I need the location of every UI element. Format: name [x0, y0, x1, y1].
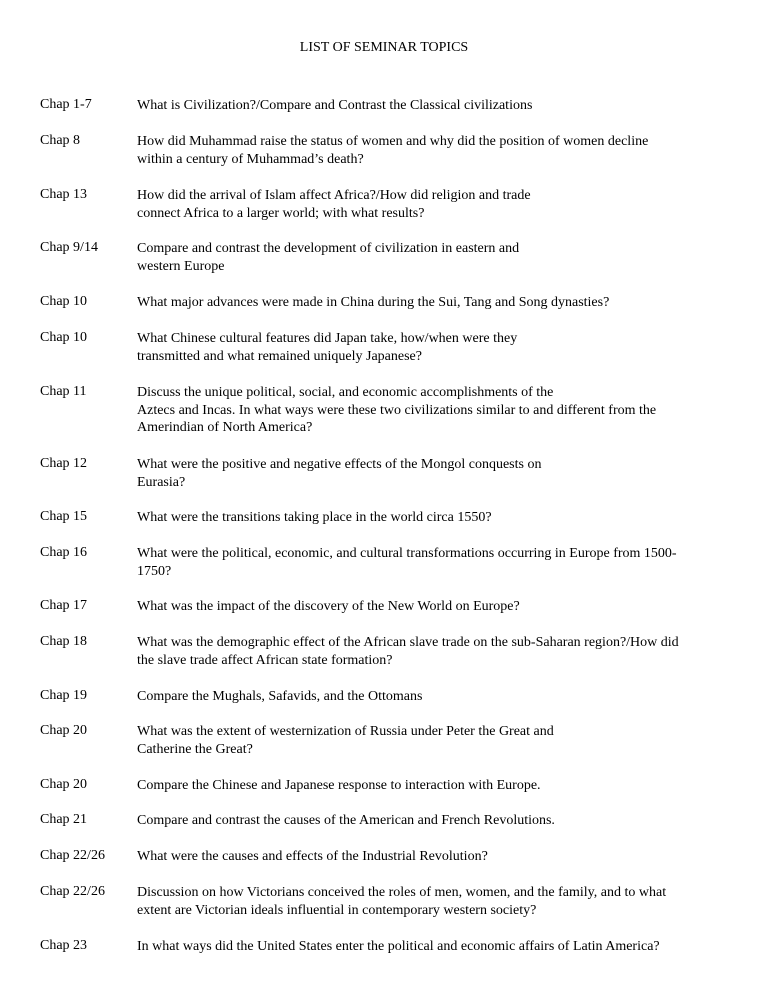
- question-line: Discussion on how Victorians conceived the roles of men, women, and the family, and to what: [137, 885, 667, 900]
- chapter-label: Chap 9/14: [40, 240, 98, 255]
- question-line: How did Muhammad raise the status of women and why did the position of women decline: [137, 134, 649, 149]
- seminar-question: [137, 97, 737, 115]
- chapter-label: Chap 20: [40, 777, 88, 792]
- question-line: Compare the Chinese and Japanese response to interaction with Europe.: [137, 778, 541, 793]
- question-line: Discuss the unique political, social, and economic accomplishments of the: [137, 385, 554, 400]
- question-line: extent are Victorian ideals influential in contemporary western society?: [137, 902, 537, 918]
- seminar-question: [137, 723, 737, 758]
- question-line: What were the political, economic, and cultural transformations occurring in Europe from 1500-: [137, 546, 677, 561]
- seminar-question: [137, 688, 737, 706]
- seminar-question: [137, 812, 737, 830]
- question-line: transmitted and what remained uniquely Japanese?: [137, 348, 422, 364]
- question-line: What was the demographic effect of the African slave trade on the sub-Saharan region?/How did: [137, 635, 679, 650]
- seminar-question: [137, 848, 737, 866]
- chapter-label: Chap 16: [40, 545, 88, 560]
- question-line: Compare and contrast the development of civilization in eastern and: [137, 241, 520, 256]
- question-line: What were the positive and negative effects of the Mongol conquests on: [137, 457, 542, 472]
- chapter-label: Chap 22/26: [40, 848, 105, 863]
- seminar-question: [137, 330, 737, 365]
- chapter-label: Chap 23: [40, 938, 88, 953]
- chapter-label: Chap 13: [40, 187, 88, 202]
- chapter-label: Chap 11: [40, 384, 87, 399]
- seminar-question: [137, 545, 737, 580]
- chapter-label: Chap 17: [40, 598, 88, 613]
- seminar-question: [137, 240, 737, 275]
- question-line: connect Africa to a larger world; with what results?: [137, 205, 425, 221]
- question-line: 1750?: [137, 563, 172, 579]
- chapter-label: Chap 22/26: [40, 884, 105, 899]
- seminar-question: [137, 384, 737, 437]
- seminar-question: [137, 777, 737, 795]
- chapter-label: Chap 18: [40, 634, 88, 649]
- seminar-question: [137, 456, 737, 491]
- seminar-question: [137, 884, 737, 919]
- question-line: What major advances were made in China during the Sui, Tang and Song dynasties?: [137, 295, 610, 310]
- seminar-question: [137, 509, 737, 527]
- page-title: LIST OF SEMINAR TOPICS: [299, 40, 469, 55]
- chapter-label: Chap 12: [40, 456, 88, 471]
- chapter-label: Chap 15: [40, 509, 88, 524]
- seminar-question: [137, 133, 737, 168]
- question-line: western Europe: [137, 258, 225, 274]
- question-line: within a century of Muhammad’s death?: [137, 151, 364, 167]
- chapter-label: Chap 21: [40, 812, 88, 827]
- chapter-label: Chap 10: [40, 294, 88, 309]
- question-line: What was the extent of westernization of Russia under Peter the Great and: [137, 724, 554, 739]
- question-line: What Chinese cultural features did Japan take, how/when were they: [137, 331, 518, 346]
- chapter-label: Chap 10: [40, 330, 88, 345]
- seminar-question: [137, 938, 737, 956]
- question-line: Compare and contrast the causes of the American and French Revolutions.: [137, 813, 555, 828]
- question-line: What is Civilization?/Compare and Contrast the Classical civilizations: [137, 98, 533, 113]
- chapter-label: Chap 19: [40, 688, 88, 703]
- chapter-label: Chap 8: [40, 133, 81, 148]
- seminar-question: [137, 187, 737, 222]
- question-line: the slave trade affect African state formation?: [137, 652, 393, 668]
- question-line: What were the transitions taking place in the world circa 1550?: [137, 510, 492, 525]
- question-line: Eurasia?: [137, 474, 186, 490]
- question-line: Amerindian of North America?: [137, 420, 313, 435]
- question-line: Aztecs and Incas. In what ways were these two civilizations similar to and different from the: [137, 402, 657, 418]
- question-line: What was the impact of the discovery of the New World on Europe?: [137, 599, 520, 614]
- chapter-label: Chap 20: [40, 723, 88, 738]
- chapter-label: Chap 1-7: [40, 97, 92, 112]
- question-line: In what ways did the United States enter the political and economic affairs of Latin America?: [137, 939, 660, 954]
- seminar-question: [137, 598, 737, 616]
- question-line: Compare the Mughals, Safavids, and the Ottomans: [137, 689, 423, 704]
- question-line: How did the arrival of Islam affect Africa?/How did religion and trade: [137, 188, 531, 203]
- seminar-question: [137, 634, 737, 669]
- seminar-question: [137, 294, 737, 312]
- question-line: What were the causes and effects of the Industrial Revolution?: [137, 849, 488, 864]
- question-line: Catherine the Great?: [137, 741, 253, 757]
